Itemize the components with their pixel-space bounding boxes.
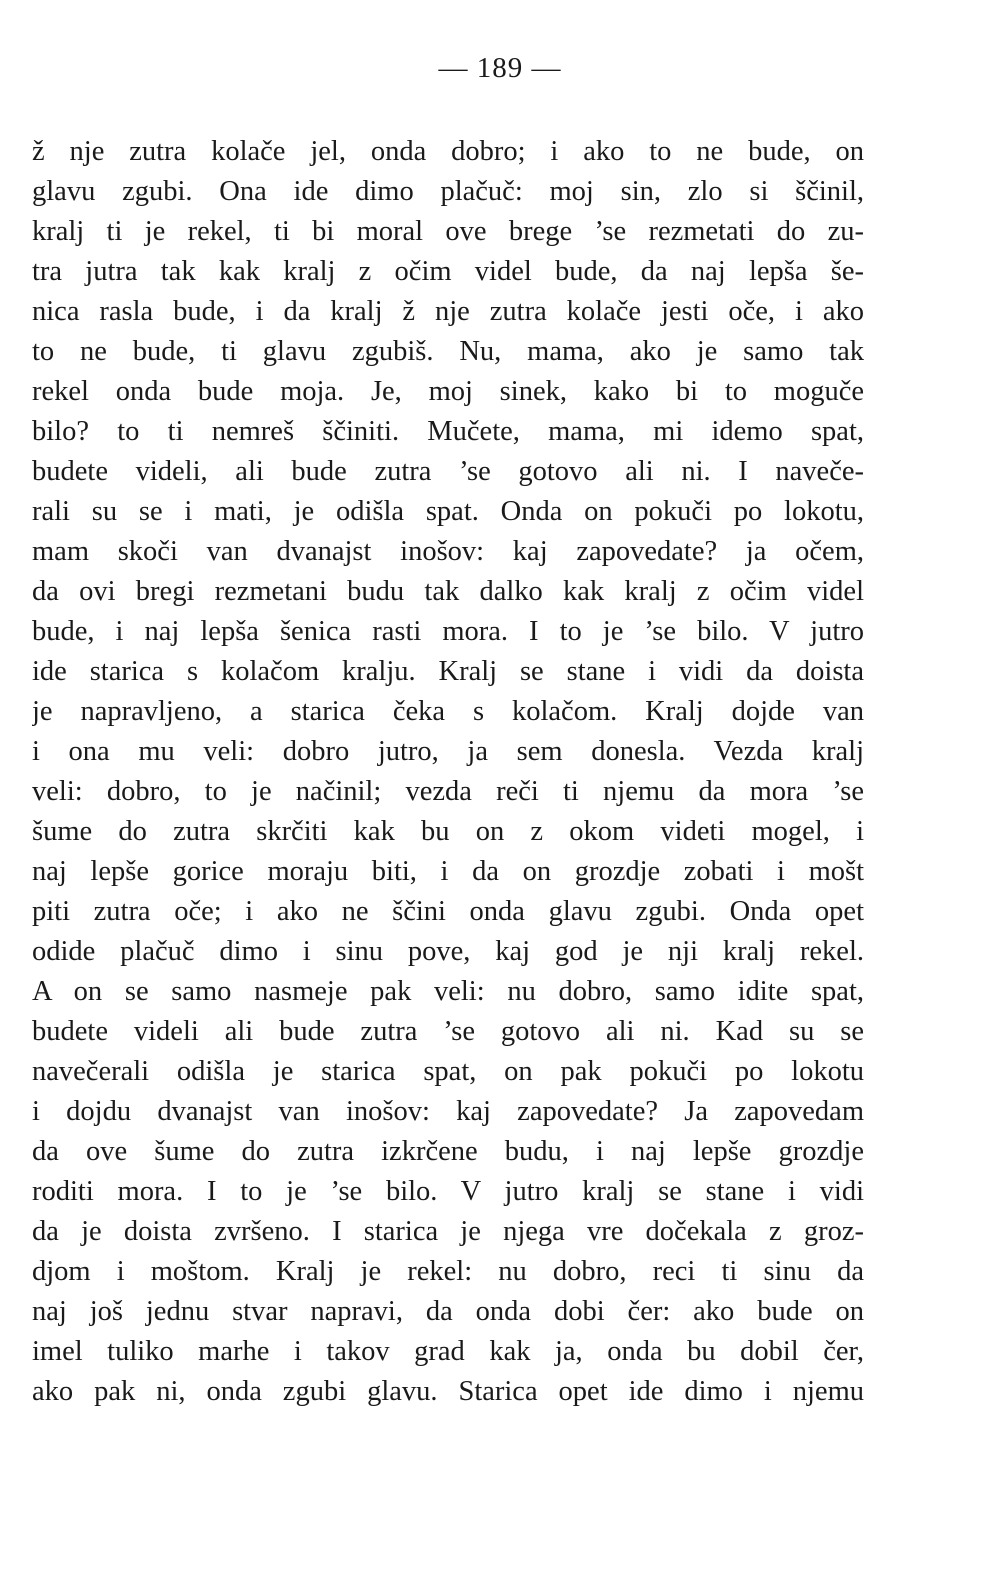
text-line: glavu zgubi. Ona ide dimo plačuč: moj sin, zlo si ščinil, [32,176,864,207]
text-line: navečerali odišla je starica spat, on pak pokuči po lokotu [32,1056,864,1087]
page-text [32,132,864,1412]
text-line: nica rasla bude, i da kralj ž nje zutra kolače jesti oče, i ako [32,296,864,327]
text-line: rekel onda bude moja. Je, moj sinek, kako bi to moguče [32,376,864,407]
text-line: ide starica s kolačom kralju. Kralj se stane i vidi da doista [32,656,864,687]
text-line: veli: dobro, to je načinil; vezda reči ti njemu da mora ’se [32,776,864,807]
text-line: piti zutra oče; i ako ne ščini onda glavu zgubi. Onda opet [32,896,864,927]
text-line: bude, i naj lepša šenica rasti mora. I to je ’se bilo. V jutro [32,616,864,647]
text-line: mam skoči van dvanajst inošov: kaj zapovedate? ja očem, [32,536,864,567]
page-number: — 189 — [438,52,562,84]
text-line: da ove šume do zutra izkrčene budu, i naj lepše grozdje [32,1136,864,1167]
text-line: da je doista zvršeno. I starica je njega vre dočekala z groz- [32,1216,864,1247]
text-line: roditi mora. I to je ’se bilo. V jutro kralj se stane i vidi [32,1176,864,1207]
text-line: ž nje zutra kolače jel, onda dobro; i ako to ne bude, on [32,136,864,167]
text-line: naj lepše gorice moraju biti, i da on grozdje zobati i mošt [32,856,864,887]
text-line: je napravljeno, a starica čeka s kolačom. Kralj dojde van [32,696,864,727]
text-line: bilo? to ti nemreš ščiniti. Mučete, mama, mi idemo spat, [32,416,864,447]
text-line: rali su se i mati, je odišla spat. Onda on pokuči po lokotu, [32,496,864,527]
text-line: šume do zutra skrčiti kak bu on z okom videti mogel, i [32,816,864,847]
text-line: imel tuliko marhe i takov grad kak ja, onda bu dobil čer, [32,1336,864,1367]
text-line: naj još jednu stvar napravi, da onda dobi čer: ako bude on [32,1296,864,1327]
text-line: kralj ti je rekel, ti bi moral ove brege ’se rezmetati do zu- [32,216,864,247]
text-line: i dojdu dvanajst van inošov: kaj zapovedate? Ja zapovedam [32,1096,864,1127]
text-line: da ovi bregi rezmetani budu tak dalko kak kralj z očim videl [32,576,864,607]
text-line: ako pak ni, onda zgubi glavu. Starica opet ide dimo i njemu [32,1376,864,1407]
text-line: odide plačuč dimo i sinu pove, kaj god je nji kralj rekel. [32,936,864,967]
text-line: djom i moštom. Kralj je rekel: nu dobro, reci ti sinu da [32,1256,864,1287]
text-line: A on se samo nasmeje pak veli: nu dobro, samo idite spat, [32,976,864,1007]
text-line: budete videli, ali bude zutra ’se gotovo ali ni. I naveče- [32,456,864,487]
text-line: tra jutra tak kak kralj z očim videl bude, da naj lepša še- [32,256,864,287]
text-line: to ne bude, ti glavu zgubiš. Nu, mama, ako je samo tak [32,336,864,367]
text-line: budete videli ali bude zutra ’se gotovo ali ni. Kad su se [32,1016,864,1047]
text-line: i ona mu veli: dobro jutro, ja sem donesla. Vezda kralj [32,736,864,767]
